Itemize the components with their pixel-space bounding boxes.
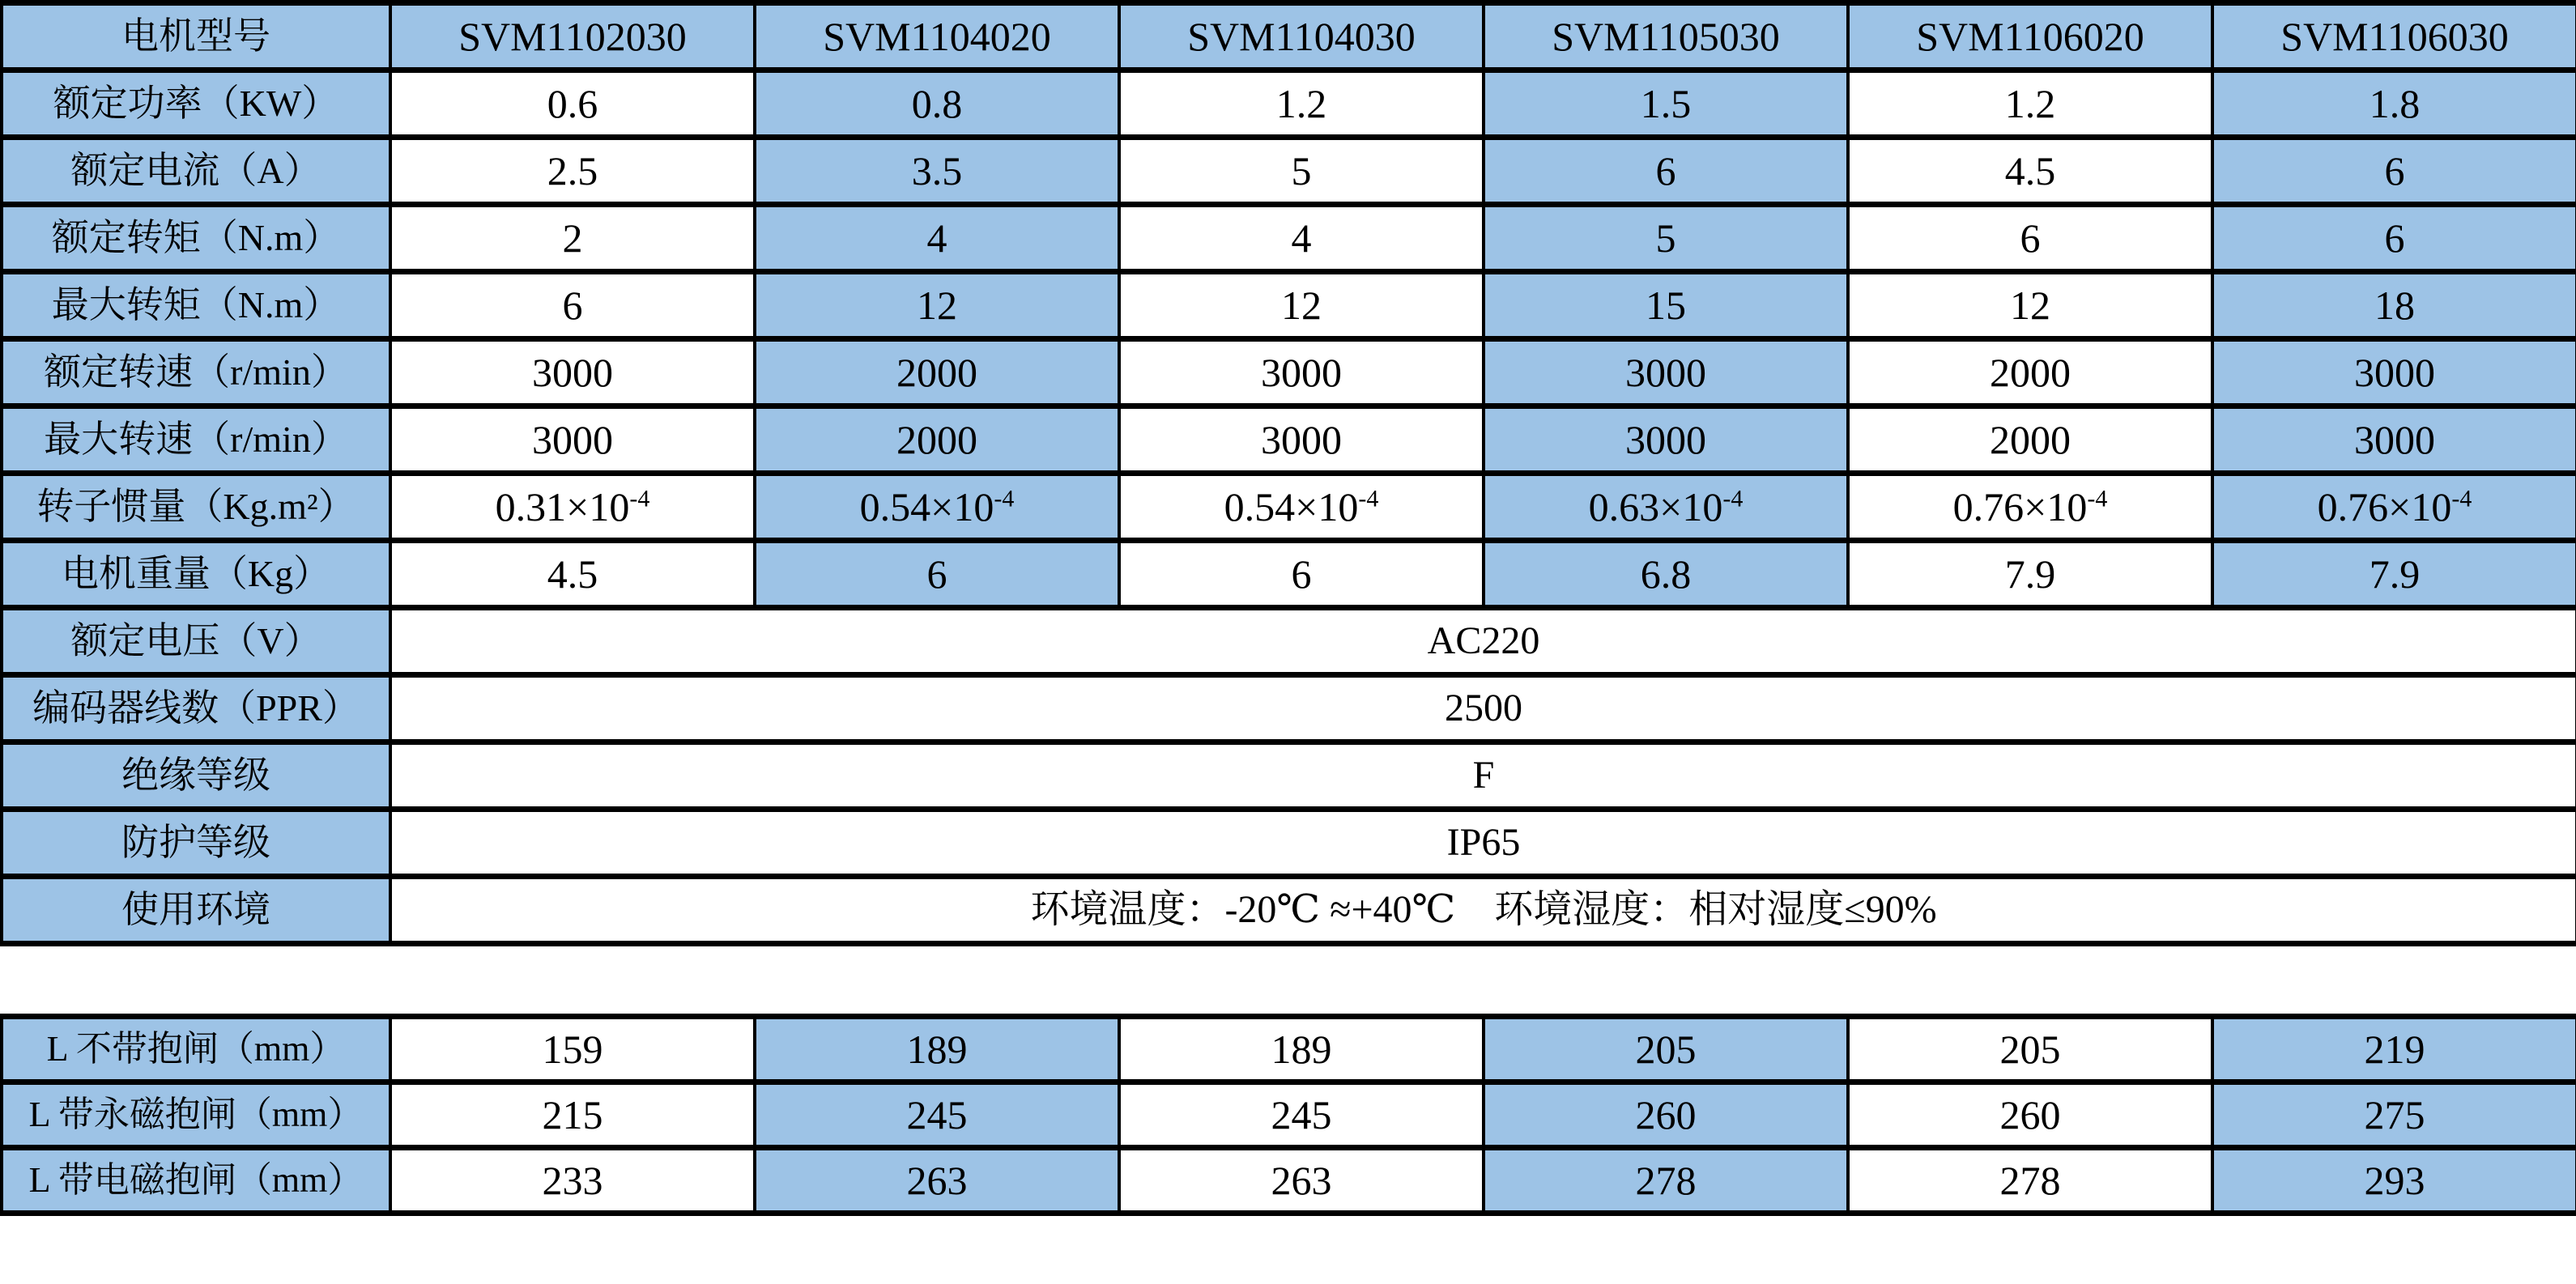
- spec-value-cell: 2000: [1848, 339, 2212, 406]
- spec-value-cell: 3000: [1484, 339, 1848, 406]
- exponent: -4: [2451, 484, 2472, 512]
- column-header: SVM1105030: [1484, 3, 1848, 70]
- row-label: L 带电磁抱闸（mm）: [2, 1148, 390, 1214]
- dimension-value-cell: 215: [390, 1082, 755, 1148]
- spec-value-cell: $0.76\times 10^{-4}$: [1848, 474, 2212, 541]
- spec-value-cell: 15: [1484, 272, 1848, 339]
- dimension-value-cell: 205: [1848, 1017, 2212, 1082]
- exponent: -4: [1358, 484, 1379, 512]
- table-row: [2, 877, 2576, 944]
- spec-value-cell: 6: [1484, 138, 1848, 205]
- spec-value-cell: 2000: [755, 406, 1119, 474]
- row-label: 转子惯量（Kg.m²）: [2, 474, 390, 541]
- exponent: -4: [629, 484, 650, 512]
- column-header: SVM1102030: [390, 3, 755, 70]
- table-row: [2, 272, 2576, 339]
- spec-value-cell: 3000: [1119, 406, 1484, 474]
- spec-value-cell: $0.63\times 10^{-4}$: [1484, 474, 1848, 541]
- spec-value-cell: 3000: [390, 406, 755, 474]
- spec-value-cell: $0.31\times 10^{-4}$: [390, 474, 755, 541]
- row-label: 额定电流（A）: [2, 138, 390, 205]
- spec-value-cell: 4.5: [1848, 138, 2212, 205]
- table-row: [2, 70, 2576, 138]
- spec-value-cell: 3000: [2212, 406, 2576, 474]
- spec-value-cell: 3.5: [755, 138, 1119, 205]
- table-row: [2, 810, 2576, 877]
- dimension-value-cell: 263: [1119, 1148, 1484, 1214]
- row-label: 额定功率（KW）: [2, 70, 390, 138]
- dimension-value-cell: 219: [2212, 1017, 2576, 1082]
- spec-value-cell: 6: [2212, 205, 2576, 272]
- spec-value-cell: $0.54\times 10^{-4}$: [1119, 474, 1484, 541]
- dimension-value-cell: 189: [755, 1017, 1119, 1082]
- spec-value-cell: 5: [1119, 138, 1484, 205]
- spec-value-cell: $0.76\times 10^{-4}$: [2212, 474, 2576, 541]
- exponent: -4: [1722, 484, 1744, 512]
- spec-value-cell: 6: [390, 272, 755, 339]
- spec-value-cell: 18: [2212, 272, 2576, 339]
- dimension-value-cell: 263: [755, 1148, 1119, 1214]
- column-header: SVM1104020: [755, 3, 1119, 70]
- spec-value-cell: 5: [1484, 205, 1848, 272]
- dimension-table: [0, 1014, 2576, 1216]
- table-row: [2, 1017, 2576, 1082]
- row-label: 防护等级: [2, 810, 390, 877]
- exponent: -4: [994, 484, 1015, 512]
- row-label: 最大转矩（N.m）: [2, 272, 390, 339]
- spec-value-cell: 6: [1119, 541, 1484, 608]
- column-header: SVM1106020: [1848, 3, 2212, 70]
- table-row: [2, 608, 2576, 675]
- dimension-value-cell: 205: [1484, 1017, 1848, 1082]
- spec-value-cell: 12: [1848, 272, 2212, 339]
- table-row: [2, 205, 2576, 272]
- spec-value-cell: 1.8: [2212, 70, 2576, 138]
- spec-value-cell: 3000: [390, 339, 755, 406]
- spec-value-cell: 0.8: [755, 70, 1119, 138]
- row-label: 绝缘等级: [2, 742, 390, 810]
- dimension-value-cell: 159: [390, 1017, 755, 1082]
- column-header: SVM1104030: [1119, 3, 1484, 70]
- spec-value-cell: 7.9: [2212, 541, 2576, 608]
- spec-value-cell: 3000: [1484, 406, 1848, 474]
- dimension-value-cell: 245: [755, 1082, 1119, 1148]
- table-row: [2, 541, 2576, 608]
- dimension-value-cell: 260: [1484, 1082, 1848, 1148]
- dimension-value-cell: 260: [1848, 1082, 2212, 1148]
- dimension-value-cell: 278: [1484, 1148, 1848, 1214]
- spec-value-cell: 12: [1119, 272, 1484, 339]
- spec-value-cell: 0.6: [390, 70, 755, 138]
- dimension-value-cell: 293: [2212, 1148, 2576, 1214]
- table-row: [2, 1082, 2576, 1148]
- dimension-value-cell: 245: [1119, 1082, 1484, 1148]
- row-label: 额定转速（r/min）: [2, 339, 390, 406]
- merged-value-cell: F: [390, 742, 2576, 810]
- dimension-value-cell: 275: [2212, 1082, 2576, 1148]
- row-label: 额定转矩（N.m）: [2, 205, 390, 272]
- spec-value-cell: 2.5: [390, 138, 755, 205]
- dimension-value-cell: 278: [1848, 1148, 2212, 1214]
- spec-value-cell: 7.9: [1848, 541, 2212, 608]
- spec-value-cell: 4: [755, 205, 1119, 272]
- row-label: 使用环境: [2, 877, 390, 944]
- table-row: [2, 406, 2576, 474]
- spec-value-cell: 1.5: [1484, 70, 1848, 138]
- spec-value-cell: 2: [390, 205, 755, 272]
- row-label: 最大转速（r/min）: [2, 406, 390, 474]
- table-row: [2, 138, 2576, 205]
- spec-value-cell: 2000: [755, 339, 1119, 406]
- spec-value-cell: 3000: [2212, 339, 2576, 406]
- spec-value-cell: 6: [2212, 138, 2576, 205]
- merged-value-cell: 2500: [390, 675, 2576, 742]
- spec-value-cell: 6.8: [1484, 541, 1848, 608]
- spec-value-cell: 6: [1848, 205, 2212, 272]
- row-label: L 带永磁抱闸（mm）: [2, 1082, 390, 1148]
- row-label: 编码器线数（PPR）: [2, 675, 390, 742]
- spec-value-cell: 1.2: [1119, 70, 1484, 138]
- spec-value-cell: 2000: [1848, 406, 2212, 474]
- table-row: [2, 742, 2576, 810]
- dimension-value-cell: 233: [390, 1148, 755, 1214]
- table-row: [2, 675, 2576, 742]
- spec-value-cell: $0.54\times 10^{-4}$: [755, 474, 1119, 541]
- spec-value-cell: 3000: [1119, 339, 1484, 406]
- row-label: L 不带抱闸（mm）: [2, 1017, 390, 1082]
- row-label: 额定电压（V）: [2, 608, 390, 675]
- table-row: [2, 474, 2576, 541]
- spec-value-cell: 4.5: [390, 541, 755, 608]
- merged-value-cell: AC220: [390, 608, 2576, 675]
- merged-value-cell: IP65: [390, 810, 2576, 877]
- header-row: [2, 3, 2576, 70]
- spec-value-cell: 6: [755, 541, 1119, 608]
- table-row: [2, 339, 2576, 406]
- exponent: -4: [2087, 484, 2108, 512]
- merged-value-cell: 环境温度：-20℃ ≈+40℃ 环境湿度：相对湿度≤90%: [390, 877, 2576, 944]
- row-label: 电机重量（Kg）: [2, 541, 390, 608]
- dimension-value-cell: 189: [1119, 1017, 1484, 1082]
- spec-value-cell: 4: [1119, 205, 1484, 272]
- spec-value-cell: 12: [755, 272, 1119, 339]
- spec-value-cell: 1.2: [1848, 70, 2212, 138]
- corner-header: 电机型号: [2, 3, 390, 70]
- table-row: [2, 1148, 2576, 1214]
- column-header: SVM1106030: [2212, 3, 2576, 70]
